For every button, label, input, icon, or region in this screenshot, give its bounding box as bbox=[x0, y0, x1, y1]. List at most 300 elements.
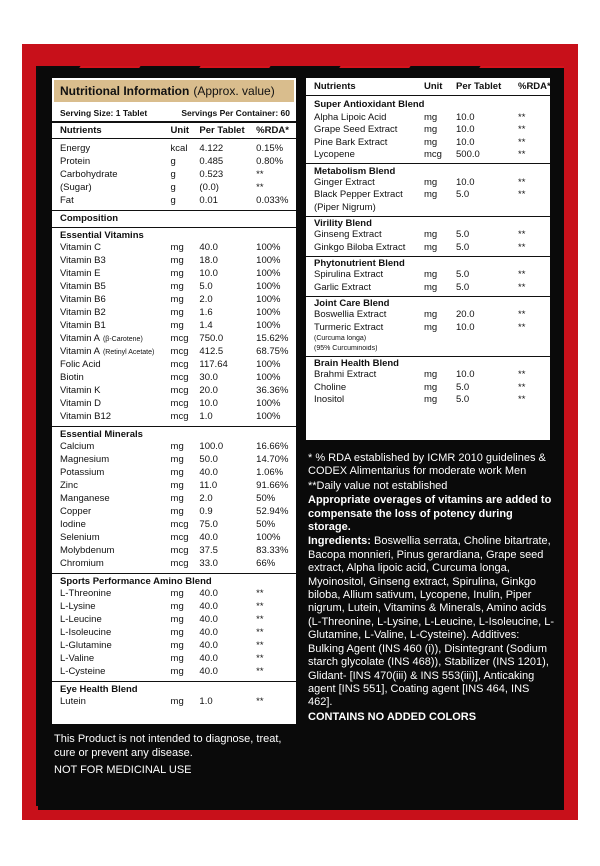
nutrient-amount: 5.0 bbox=[456, 229, 470, 241]
table-row bbox=[52, 626, 296, 639]
nutrient-name: Brahmi Extract bbox=[314, 369, 377, 381]
nutrient-rda: ** bbox=[518, 176, 526, 188]
table-row bbox=[52, 665, 296, 678]
nutrient-name: Ginkgo Biloba Extract bbox=[314, 241, 406, 253]
nutrient-name: Vitamin B1 bbox=[60, 320, 106, 331]
nutrient-amount: 5.0 bbox=[456, 381, 470, 393]
joint-title: Joint Care Blend bbox=[306, 296, 550, 309]
nutrient-unit: mg bbox=[424, 229, 438, 241]
nutrient-amount: 412.5 bbox=[199, 346, 224, 357]
table-row bbox=[306, 321, 550, 334]
nutrient-amount: 1.0 bbox=[199, 411, 213, 422]
nutrient-unit: mg bbox=[170, 666, 184, 677]
nutrient-rda: ** bbox=[518, 189, 526, 201]
nutrient-rda: ** bbox=[256, 601, 264, 612]
nutrient-unit: g bbox=[170, 182, 176, 193]
nutrient-name: Pine Bark Extract bbox=[314, 136, 388, 148]
table-row bbox=[52, 587, 296, 600]
nutrient-name: L-Cysteine bbox=[60, 666, 106, 677]
nutrient-name: Vitamin E bbox=[60, 268, 101, 279]
nutrient-rda: ** bbox=[256, 696, 264, 707]
table-row bbox=[52, 371, 296, 384]
nutrient-unit: mcg bbox=[170, 398, 189, 409]
nutrient-amount: 40.0 bbox=[199, 588, 218, 599]
nutrient-rda: 0.15% bbox=[256, 143, 284, 154]
nutrient-rda: 100% bbox=[256, 242, 281, 253]
nutrient-unit: mg bbox=[170, 268, 184, 279]
nutrient-rda: 1.06% bbox=[256, 467, 284, 478]
nutrient-amount: 5.0 bbox=[456, 241, 470, 253]
metabolism-list bbox=[306, 176, 550, 201]
right-table-header bbox=[306, 78, 550, 96]
table-row bbox=[52, 306, 296, 319]
table-row bbox=[306, 136, 550, 149]
nutrient-unit: mcg bbox=[170, 333, 189, 344]
nutrient-unit: mg bbox=[424, 309, 438, 321]
vitamins-list bbox=[52, 241, 296, 423]
nutrient-name: Fat bbox=[60, 195, 74, 206]
nutrient-rda: 100% bbox=[256, 281, 281, 292]
nutrient-name: Alpha Lipoic Acid bbox=[314, 111, 387, 123]
nutrient-rda: ** bbox=[518, 111, 526, 123]
table-row bbox=[52, 518, 296, 531]
table-row bbox=[52, 600, 296, 613]
nutrient-name: Calcium bbox=[60, 441, 95, 452]
table-row bbox=[52, 267, 296, 280]
nutrient-rda: ** bbox=[256, 182, 264, 193]
nutrient-name: Carbohydrate bbox=[60, 169, 118, 180]
nutrient-rda: ** bbox=[256, 614, 264, 625]
table-row bbox=[306, 189, 550, 202]
nutrient-unit: mg bbox=[170, 588, 184, 599]
table-row bbox=[306, 124, 550, 137]
virility-list bbox=[306, 229, 550, 254]
nutrient-name: Inositol bbox=[314, 394, 345, 406]
composition-label: Composition bbox=[52, 210, 296, 224]
nutrient-unit: mg bbox=[424, 111, 438, 123]
joint-note-row-1 bbox=[306, 334, 550, 344]
phyto-title: Phytonutrient Blend bbox=[306, 256, 550, 269]
table-row bbox=[52, 345, 296, 358]
nutrient-name: Manganese bbox=[60, 493, 110, 504]
nutrient-unit: mcg bbox=[170, 558, 189, 569]
table-row bbox=[306, 369, 550, 382]
table-row bbox=[52, 613, 296, 626]
nutrient-name: Copper bbox=[60, 506, 92, 517]
nutrient-unit: mg bbox=[170, 653, 184, 664]
nutrient-name: Iodine bbox=[60, 519, 86, 530]
nutrient-unit: mcg bbox=[170, 519, 189, 530]
table-row bbox=[52, 531, 296, 544]
nutrient-rda: ** bbox=[518, 136, 526, 148]
nutrient-name: (Sugar) bbox=[60, 182, 92, 193]
eye-list bbox=[52, 695, 296, 708]
nutrient-rda: 50% bbox=[256, 493, 276, 504]
nutrient-name bbox=[60, 346, 171, 357]
table-row bbox=[52, 168, 296, 181]
nutrient-name: L-Threonine bbox=[60, 588, 112, 599]
table-row bbox=[52, 397, 296, 410]
nutrient-unit: mg bbox=[170, 320, 184, 331]
header-rda: %RDA* bbox=[256, 125, 289, 136]
nutrient-amount: 10.0 bbox=[456, 321, 475, 333]
nutrient-amount: 40.0 bbox=[199, 242, 218, 253]
daily-value-note: **Daily value not established bbox=[308, 479, 448, 492]
disclaimer-text: This Product is not intended to diagnose, treat, cure or prevent any disease. bbox=[54, 733, 282, 759]
nutrient-amount: 10.0 bbox=[456, 124, 475, 136]
nutrient-unit: mg bbox=[424, 394, 438, 406]
table-row bbox=[52, 280, 296, 293]
nutrient-amount: 5.0 bbox=[456, 281, 470, 293]
table-row bbox=[52, 544, 296, 557]
nutrient-unit: mg bbox=[170, 294, 184, 305]
nutrient-amount: 30.0 bbox=[199, 372, 218, 383]
nutrient-unit: mcg bbox=[170, 385, 189, 396]
nutrient-name: Potassium bbox=[60, 467, 105, 478]
nutrient-name: L-Valine bbox=[60, 653, 95, 664]
nutrient-rda: 100% bbox=[256, 532, 281, 543]
nutrient-name: Zinc bbox=[60, 480, 78, 491]
nutrient-name: Magnesium bbox=[60, 454, 110, 465]
nutrient-unit: mcg bbox=[170, 411, 189, 422]
nutrient-rda: ** bbox=[518, 281, 526, 293]
nutrient-amount: 10.0 bbox=[456, 136, 475, 148]
nutrient-name: Boswellia Extract bbox=[314, 309, 387, 321]
nutrient-unit: mg bbox=[170, 493, 184, 504]
table-row bbox=[306, 309, 550, 322]
nutrient-amount: 1.6 bbox=[199, 307, 213, 318]
nutrient-unit: mcg bbox=[170, 346, 189, 357]
table-row bbox=[52, 142, 296, 155]
metabolism-note-row bbox=[306, 201, 550, 214]
ingredients-text: Boswellia serrata, Choline bitartrate, Bacopa monnieri, Pinus gerardiana, Grape seed extract, Alpha lipoic acid, Curcuma longa, Myoinositol, Ginseng extract, Spirulina, Ginkgo biloba, Allium sativum, Lycopene, Inulin, Piper nigrum, Lutein, Vitamins & Minerals, Amino acids (L-Threonine, L-Lysine, L-Leucine, L-Isoleucine, L-Glutamine, L-Valine, L-Cysteine). Additives: Bulking Agent (INS 460 (i)), Disintegrant (Sodium starch glycolate (INS 468)), Stabilizer (INS 1201), Glidant- [INS 470(iii) & INS 553(iii)], Anticaking agent [INS 551], Coating agent [INS 464, INS 462]. bbox=[308, 535, 555, 709]
nutrient-amount: 5.0 bbox=[456, 189, 470, 201]
nutrient-rda: ** bbox=[518, 124, 526, 136]
brain-list bbox=[306, 369, 550, 407]
basic-nutrients bbox=[52, 142, 296, 207]
table-row bbox=[306, 229, 550, 242]
nutrient-name: Black Pepper Extract bbox=[314, 189, 403, 201]
nutrient-name: Vitamin B12 bbox=[60, 411, 112, 422]
nutrient-name: Grape Seed Extract bbox=[314, 124, 398, 136]
nutrition-table-right bbox=[306, 78, 550, 440]
table-row bbox=[52, 639, 296, 652]
table-row bbox=[306, 149, 550, 162]
nutrient-name bbox=[60, 333, 171, 344]
nutrient-name: L-Lysine bbox=[60, 601, 96, 612]
nutrient-rda: 100% bbox=[256, 372, 281, 383]
nutrient-unit: mg bbox=[424, 136, 438, 148]
nutrient-rda: ** bbox=[256, 588, 264, 599]
nutrient-name: Vitamin B2 bbox=[60, 307, 106, 318]
table-row bbox=[306, 381, 550, 394]
nutrient-amount: 0.9 bbox=[199, 506, 213, 517]
nutrient-unit: mcg bbox=[424, 149, 442, 161]
nutrient-unit: mg bbox=[170, 467, 184, 478]
nutrient-name: L-Leucine bbox=[60, 614, 102, 625]
table-row bbox=[52, 293, 296, 306]
table-row bbox=[52, 652, 296, 665]
table-row bbox=[52, 254, 296, 267]
nutrient-unit: mg bbox=[424, 381, 438, 393]
amino-title: Sports Performance Amino Blend bbox=[52, 573, 296, 587]
nutrient-rda: 68.75% bbox=[256, 346, 289, 357]
nutrient-name-detail: (Retinyl Acetate) bbox=[102, 349, 155, 356]
nutrient-name: Vitamin D bbox=[60, 398, 102, 409]
nutrient-amount: 10.0 bbox=[199, 268, 218, 279]
nutrient-name: Energy bbox=[60, 143, 91, 154]
nutrient-rda: ** bbox=[518, 381, 526, 393]
table-row bbox=[52, 332, 296, 345]
nutrient-rda: ** bbox=[518, 269, 526, 281]
table-row bbox=[306, 281, 550, 294]
nutrient-unit: mg bbox=[170, 454, 184, 465]
nutrient-rda: 0.80% bbox=[256, 156, 284, 167]
nutrient-unit: g bbox=[170, 195, 176, 206]
overages-note: Appropriate overages of vitamins are added to compensate the loss of potency during storage. bbox=[308, 494, 552, 534]
nutrient-unit: mg bbox=[424, 281, 438, 293]
vitamins-title: Essential Vitamins bbox=[52, 227, 296, 241]
table-row bbox=[52, 410, 296, 423]
nutrient-amount: 33.0 bbox=[199, 558, 218, 569]
nutrition-title: Nutritional Information bbox=[60, 84, 190, 98]
nutrient-amount: 10.0 bbox=[199, 398, 218, 409]
nutrient-amount: 117.64 bbox=[199, 359, 228, 370]
nutrient-name: Vitamin K bbox=[60, 385, 101, 396]
nutrient-amount: 37.5 bbox=[199, 545, 218, 556]
nutrient-amount: 5.0 bbox=[456, 394, 470, 406]
header-nutrients: Nutrients bbox=[60, 125, 102, 136]
nutrient-amount: 10.0 bbox=[456, 176, 475, 188]
nutrient-rda: 16.66% bbox=[256, 441, 289, 452]
nutrient-rda: ** bbox=[518, 241, 526, 253]
nutrient-unit: mg bbox=[424, 321, 438, 333]
nutrient-name: Garlic Extract bbox=[314, 281, 372, 293]
nutrient-rda: 100% bbox=[256, 307, 281, 318]
nutrient-name: Folic Acid bbox=[60, 359, 101, 370]
nutrient-rda: ** bbox=[518, 321, 526, 333]
nutrient-amount: 2.0 bbox=[199, 493, 213, 504]
nutrient-rda: 66% bbox=[256, 558, 276, 569]
virility-title: Virility Blend bbox=[306, 216, 550, 229]
nutrient-name: Chromium bbox=[60, 558, 104, 569]
nutrient-unit: g bbox=[170, 169, 176, 180]
nutrient-rda: 50% bbox=[256, 519, 276, 530]
nutrient-rda: ** bbox=[518, 309, 526, 321]
nutrient-name-detail: (β-Carotene) bbox=[102, 336, 143, 343]
nutrient-name: Vitamin B3 bbox=[60, 255, 106, 266]
nutrient-name: Selenium bbox=[60, 532, 100, 543]
nutrient-unit: mg bbox=[424, 269, 438, 281]
joint-note-row-2 bbox=[306, 344, 550, 354]
serving-size: Serving Size: 1 Tablet bbox=[60, 108, 148, 118]
nutrient-unit: mcg bbox=[170, 545, 189, 556]
rda-note: * % RDA established by ICMR 2010 guidelines & CODEX Alimentarius for moderate work Men bbox=[308, 452, 546, 478]
nutrient-rda: ** bbox=[256, 640, 264, 651]
nutrient-amount: 40.0 bbox=[199, 467, 218, 478]
table-row bbox=[306, 269, 550, 282]
nutrient-rda: ** bbox=[518, 149, 526, 161]
nutrient-rda: 52.94% bbox=[256, 506, 289, 517]
joint-list bbox=[306, 309, 550, 334]
nutrient-name: Vitamin C bbox=[60, 242, 102, 253]
table-row bbox=[52, 440, 296, 453]
nutrient-amount: (0.0) bbox=[199, 182, 219, 193]
nutrient-rda: 100% bbox=[256, 268, 281, 279]
nutrient-rda: ** bbox=[518, 394, 526, 406]
phyto-list bbox=[306, 269, 550, 294]
nutrient-unit: mcg bbox=[170, 532, 189, 543]
nutrition-table-left bbox=[52, 78, 296, 724]
table-row bbox=[52, 155, 296, 168]
joint-note-1: (Curcuma longa) bbox=[314, 335, 367, 342]
nutrient-amount: 18.0 bbox=[199, 255, 218, 266]
nutrient-name: Turmeric Extract bbox=[314, 321, 384, 333]
nutrient-name: Ginseng Extract bbox=[314, 229, 382, 241]
brain-title: Brain Health Blend bbox=[306, 356, 550, 369]
nutrient-name: Spirulina Extract bbox=[314, 269, 384, 281]
nutrient-unit: kcal bbox=[170, 143, 188, 154]
amino-list bbox=[52, 587, 296, 678]
nutrient-name: L-Isoleucine bbox=[60, 627, 112, 638]
nutrient-amount: 10.0 bbox=[456, 111, 475, 123]
nutrient-rda: ** bbox=[256, 653, 264, 664]
minerals-list bbox=[52, 440, 296, 570]
nutrition-title-sub: (Approx. value) bbox=[193, 84, 275, 98]
nutrient-name: Ginger Extract bbox=[314, 176, 375, 188]
nutrient-rda: 100% bbox=[256, 398, 281, 409]
metabolism-title: Metabolism Blend bbox=[306, 163, 550, 176]
nutrient-amount: 100.0 bbox=[199, 441, 224, 452]
nutrient-rda: ** bbox=[518, 229, 526, 241]
eye-title: Eye Health Blend bbox=[52, 681, 296, 695]
nutrient-rda: 0.033% bbox=[256, 195, 289, 206]
nutrient-amount: 500.0 bbox=[456, 149, 480, 161]
nutrient-name: Molybdenum bbox=[60, 545, 115, 556]
nutrient-unit: mg bbox=[170, 506, 184, 517]
nutrient-rda: 100% bbox=[256, 411, 281, 422]
minerals-title: Essential Minerals bbox=[52, 426, 296, 440]
nutrient-rda: 100% bbox=[256, 294, 281, 305]
table-row bbox=[52, 241, 296, 254]
right-header-per-tablet: Per Tablet bbox=[456, 81, 502, 92]
nutrient-rda: 83.33% bbox=[256, 545, 289, 556]
nutrient-name: Lutein bbox=[60, 696, 86, 707]
antioxidant-list bbox=[306, 111, 550, 161]
nutrient-rda: ** bbox=[518, 369, 526, 381]
joint-note-2: (95% Curcuminoids) bbox=[314, 345, 378, 352]
nutrient-name-text: Vitamin A bbox=[60, 346, 100, 357]
nutrient-amount: 20.0 bbox=[199, 385, 218, 396]
table-row bbox=[306, 241, 550, 254]
table-header bbox=[52, 123, 296, 139]
right-header-nutrients: Nutrients bbox=[314, 81, 356, 92]
nutrient-unit: mg bbox=[170, 307, 184, 318]
nutrient-unit: mg bbox=[170, 242, 184, 253]
nutrient-amount: 40.0 bbox=[199, 614, 218, 625]
header-per-tablet: Per Tablet bbox=[199, 125, 245, 136]
nutrition-title-bar bbox=[54, 80, 294, 102]
nutrient-rda: 15.62% bbox=[256, 333, 289, 344]
nutrient-amount: 0.485 bbox=[199, 156, 224, 167]
nutrient-amount: 40.0 bbox=[199, 666, 218, 677]
no-colors-note: CONTAINS NO ADDED COLORS bbox=[308, 710, 477, 723]
table-row bbox=[52, 492, 296, 505]
nutrient-name: L-Glutamine bbox=[60, 640, 112, 651]
table-row bbox=[52, 384, 296, 397]
nutrient-unit: mg bbox=[170, 640, 184, 651]
nutrient-amount: 5.0 bbox=[456, 269, 470, 281]
table-row bbox=[306, 176, 550, 189]
nutrient-amount: 40.0 bbox=[199, 640, 218, 651]
table-row bbox=[52, 194, 296, 207]
nutrient-unit: mg bbox=[424, 369, 438, 381]
nutrient-amount: 20.0 bbox=[456, 309, 475, 321]
nutrient-rda: 14.70% bbox=[256, 454, 289, 465]
right-header-rda: %RDA* bbox=[518, 81, 551, 92]
nutrient-unit: mcg bbox=[170, 372, 189, 383]
nutrient-unit: mg bbox=[170, 627, 184, 638]
nutrient-rda: 91.66% bbox=[256, 480, 289, 491]
nutrient-amount: 11.0 bbox=[199, 480, 218, 491]
disclaimer-block bbox=[54, 732, 294, 777]
nutrient-amount: 75.0 bbox=[199, 519, 218, 530]
nutrient-amount: 40.0 bbox=[199, 601, 218, 612]
nutrient-name: Vitamin B6 bbox=[60, 294, 106, 305]
right-header-unit: Unit bbox=[424, 81, 443, 92]
nutrient-unit: mg bbox=[424, 189, 438, 201]
nutrient-unit: mg bbox=[170, 281, 184, 292]
table-row bbox=[52, 181, 296, 194]
nutrient-amount: 40.0 bbox=[199, 653, 218, 664]
nutrient-amount: 4.122 bbox=[199, 143, 224, 154]
table-row bbox=[52, 695, 296, 708]
metabolism-note: (Piper Nigrum) bbox=[314, 201, 376, 213]
nutrient-amount: 10.0 bbox=[456, 369, 475, 381]
table-row bbox=[52, 358, 296, 371]
nutrient-unit: mg bbox=[170, 614, 184, 625]
table-row bbox=[52, 319, 296, 332]
nutrient-name: Biotin bbox=[60, 372, 84, 383]
antioxidant-title: Super Antioxidant Blend bbox=[314, 99, 425, 110]
nutrient-name: Protein bbox=[60, 156, 91, 167]
nutrient-unit: mg bbox=[170, 480, 184, 491]
nutrient-rda: ** bbox=[256, 169, 264, 180]
nutrient-unit: mg bbox=[170, 441, 184, 452]
nutrient-unit: mg bbox=[170, 255, 184, 266]
nutrient-name: Lycopene bbox=[314, 149, 355, 161]
nutrient-name: Choline bbox=[314, 381, 347, 393]
serving-info bbox=[52, 104, 296, 123]
header-unit: Unit bbox=[170, 125, 189, 136]
nutrient-amount: 5.0 bbox=[199, 281, 213, 292]
ingredients-label: Ingredients: bbox=[308, 535, 371, 548]
nutrient-unit: mg bbox=[424, 241, 438, 253]
table-row bbox=[52, 466, 296, 479]
nutrient-amount: 0.523 bbox=[199, 169, 224, 180]
table-row bbox=[306, 394, 550, 407]
nutrient-amount: 50.0 bbox=[199, 454, 218, 465]
nutrient-rda: 100% bbox=[256, 320, 281, 331]
not-medicinal-text: NOT FOR MEDICINAL USE bbox=[54, 764, 192, 776]
nutrient-rda: ** bbox=[256, 666, 264, 677]
table-row bbox=[306, 111, 550, 124]
ingredients-block bbox=[308, 535, 554, 709]
nutrient-unit: mcg bbox=[170, 359, 189, 370]
nutrient-rda: ** bbox=[256, 627, 264, 638]
label-notes bbox=[308, 452, 554, 725]
nutrient-unit: mg bbox=[170, 601, 184, 612]
